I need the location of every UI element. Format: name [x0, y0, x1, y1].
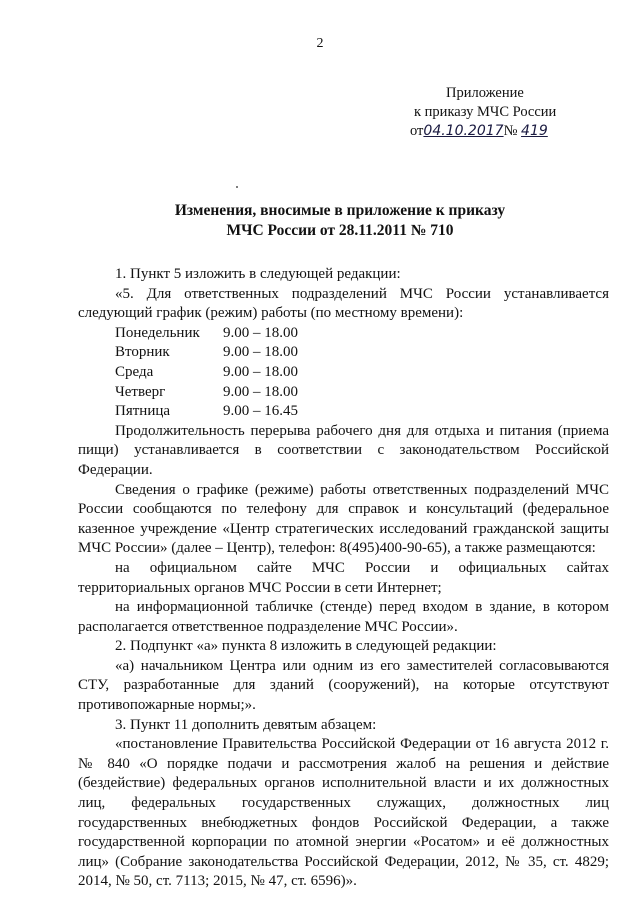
schedule-day: Четверг	[115, 383, 166, 400]
paragraph: на информационной табличке (стенде) перед входом в здание, в котором располагается ответственное подразделение МЧС России».	[78, 599, 609, 635]
schedule-hours: 9.00 – 18.00	[223, 324, 298, 341]
document-body	[78, 265, 609, 892]
paragraph: «а) начальником Центра или одним из его заместителей согласовываются СТУ, разработанные для зданий (сооружений), на которые отсутствуют противопожарные нормы;».	[78, 657, 609, 714]
schedule-day: Вторник	[115, 344, 170, 361]
paragraph: 1. Пункт 5 изложить в следующей редакции:	[115, 266, 401, 282]
paragraph: «постановление Правительства Российской Федерации от 16 августа 2012 г. № 840 «О порядке подачи и рассмотрения жалоб на решения и действие (бездействие) федеральных органов исполнительной власти и их должностных лиц, федеральных государственных служащих, должностных лиц государственных внебюджетных фондов Российской Федерации, а также государственной корпорации по атомной энергии «Росатом» и её должностных лиц» (Собрание законодательства Российской Федерации, 2012, № 35, ст. 4829; 2014, № 50, ст. 7113; 2015, № 47, ст. 6596)».	[78, 736, 609, 890]
paragraph: на официальном сайте МЧС России и официальных сайтах территориальных органов МЧС России в сети Интернет;	[78, 559, 609, 596]
schedule-hours: 9.00 – 18.00	[223, 363, 298, 380]
schedule-day: Среда	[115, 363, 154, 380]
page-number: 2	[316, 36, 324, 51]
schedule-row	[115, 343, 609, 363]
paragraph: Сведения о графике (режиме) работы ответственных подразделений МЧС России сообщаются по телефону для справок и консультаций (федеральное казенное учреждение «Центр стратегических исследований гражданской защиты МЧС России» (далее – Центр), телефон: 8(495)400-90-65), а также размещаются:	[78, 481, 609, 557]
number-sign: №	[503, 123, 518, 139]
paragraph: «5. Для ответственных подразделений МЧС России устанавливается следующий график (режим) работы (по местному времени):	[78, 285, 609, 322]
appendix-order-ref: к приказу МЧС России	[414, 104, 557, 120]
title-line-1: Изменения, вносимые в приложение к приказу	[174, 202, 506, 219]
title-line-2: МЧС России от 28.11.2011 № 710	[226, 222, 454, 239]
schedule-day: Понедельник	[115, 324, 200, 341]
document-title	[0, 201, 640, 241]
handwritten-number: 419	[521, 123, 548, 139]
schedule-hours: 9.00 – 16.45	[223, 403, 298, 420]
schedule-hours: 9.00 – 18.00	[223, 383, 298, 400]
handwritten-date: 04.10.2017	[423, 123, 504, 139]
schedule-day: Пятница	[115, 403, 171, 420]
schedule-row	[115, 383, 609, 403]
appendix-date-number	[400, 122, 580, 141]
paragraph: 2. Подпункт «а» пункта 8 изложить в следующей редакции:	[115, 638, 497, 655]
from-label: от	[410, 123, 424, 139]
schedule-row	[115, 402, 609, 422]
schedule-hours: 9.00 – 18.00	[223, 344, 298, 361]
schedule-row	[115, 363, 609, 383]
paragraph: Продолжительность перерыва рабочего дня для отдыха и питания (приема пищи) устанавливается в соответствии с законодательством Российской Федерации.	[78, 422, 609, 478]
appendix-title: Приложение	[446, 85, 524, 101]
schedule-row	[115, 324, 609, 344]
paragraph: 3. Пункт 11 дополнить девятым абзацем:	[115, 716, 377, 733]
work-schedule	[78, 324, 609, 422]
appendix-header	[400, 84, 580, 141]
scan-speck	[236, 186, 238, 188]
